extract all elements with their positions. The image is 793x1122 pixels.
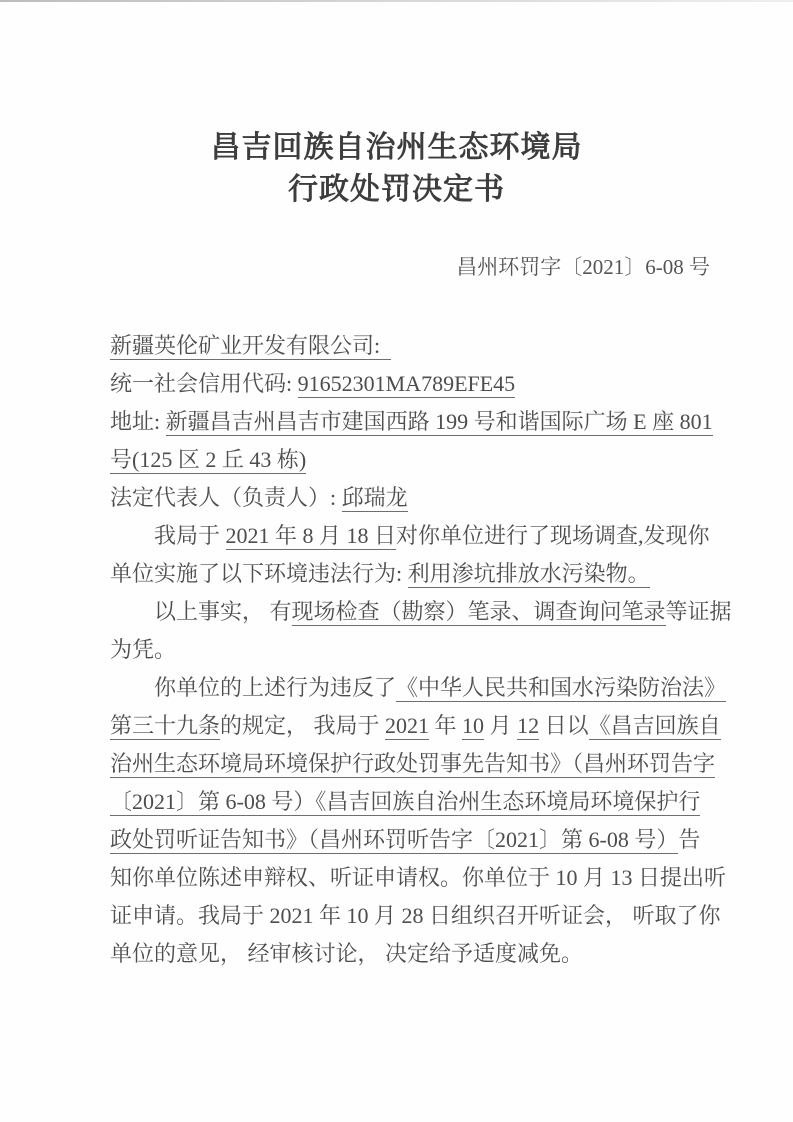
page-title-line2: 行政处罚决定书 bbox=[288, 173, 505, 206]
underlined-text: 政处罚听证告知书》（昌州环罚听告字〔2021〕第 6-08 号） bbox=[110, 827, 679, 852]
text-run: 知你单位陈述申辩权、听证申请权。你单位于 10 月 13 日提出听 bbox=[110, 865, 727, 890]
text-line bbox=[110, 897, 770, 935]
text-run: 对你单位进行了现场调查,发现你 bbox=[396, 523, 710, 548]
text-run: 单位实施了以下环境违法行为: bbox=[110, 561, 408, 586]
page-title-line1: 昌吉回族自治州生态环境局 bbox=[210, 131, 583, 164]
underlined-text: 《中华人民共和国水污染防治法》 bbox=[396, 675, 727, 700]
text-run: 月 bbox=[484, 713, 518, 738]
text-line bbox=[110, 403, 770, 441]
underlined-text: 治州生态环境局环境保护行政处罚事先告知书》（昌州环罚告字 bbox=[110, 751, 716, 776]
text-run: 地址: bbox=[110, 409, 166, 434]
text-line bbox=[110, 745, 770, 783]
underlined-text: 第三十九条 bbox=[110, 713, 221, 738]
text-line bbox=[110, 555, 770, 593]
text-run: 以上事实， 有 bbox=[154, 599, 292, 624]
underlined-text: 〔2021〕第 6-08 号）《昌吉回族自治州生态环境局环境保护行 bbox=[110, 789, 701, 814]
underlined-text: 新疆昌吉州昌吉市建国西路 199 号和谐国际广场 E 座 801 bbox=[165, 409, 713, 434]
text-line bbox=[110, 365, 770, 403]
underlined-text: 新疆英伦矿业开发有限公司: bbox=[110, 333, 392, 358]
text-line bbox=[110, 859, 770, 897]
text-line bbox=[110, 935, 770, 973]
text-run: 的规定， 我局于 bbox=[220, 713, 386, 738]
underlined-text: 利用渗坑排放水污染物。 bbox=[407, 561, 650, 586]
scan-edge-artifact bbox=[0, 0, 793, 2]
underlined-text: 12 bbox=[517, 713, 540, 738]
underlined-text: 10 bbox=[462, 713, 485, 738]
text-run: 为凭。 bbox=[110, 637, 177, 662]
text-run: 等证据 bbox=[665, 599, 732, 624]
text-run: 日以 bbox=[539, 713, 589, 738]
document-number: 昌州环罚字〔2021〕6-08 号 bbox=[456, 255, 710, 279]
text-line bbox=[110, 631, 770, 669]
text-run: 统一社会信用代码: bbox=[110, 371, 298, 396]
text-run: 告 bbox=[678, 827, 701, 852]
text-run: 年 bbox=[429, 713, 463, 738]
text-line bbox=[110, 593, 770, 631]
text-line bbox=[110, 327, 770, 365]
underlined-text: 现场检查（勘察）笔录、调查询问笔录 bbox=[291, 599, 666, 624]
underlined-text: 《昌吉回族自 bbox=[588, 713, 721, 738]
text-line bbox=[110, 783, 770, 821]
text-run: 我局于 bbox=[154, 523, 226, 548]
text-run: 你单位的上述行为违反了 bbox=[154, 675, 397, 700]
text-line bbox=[110, 441, 770, 479]
text-line bbox=[110, 517, 770, 555]
document-title bbox=[0, 127, 793, 211]
underlined-text: 号(125 区 2 丘 43 栋) bbox=[110, 447, 307, 472]
text-line bbox=[110, 707, 770, 745]
text-run: 证申请。我局于 2021 年 10 月 28 日组织召开听证会， 听取了你 bbox=[110, 903, 721, 928]
document-body bbox=[110, 327, 770, 973]
text-line bbox=[110, 669, 770, 707]
text-run: 法定代表人（负责人）: bbox=[110, 485, 342, 510]
text-run: 单位的意见， 经审核讨论， 决定给予适度减免。 bbox=[110, 941, 584, 966]
underlined-text: 2021 bbox=[385, 713, 430, 738]
text-line bbox=[110, 479, 770, 517]
underlined-text: 91652301MA789EFE45 bbox=[297, 371, 516, 396]
underlined-text: 2021 年 8 月 18 日 bbox=[225, 523, 397, 548]
text-line bbox=[110, 821, 770, 859]
underlined-text: 邱瑞龙 bbox=[341, 485, 408, 510]
